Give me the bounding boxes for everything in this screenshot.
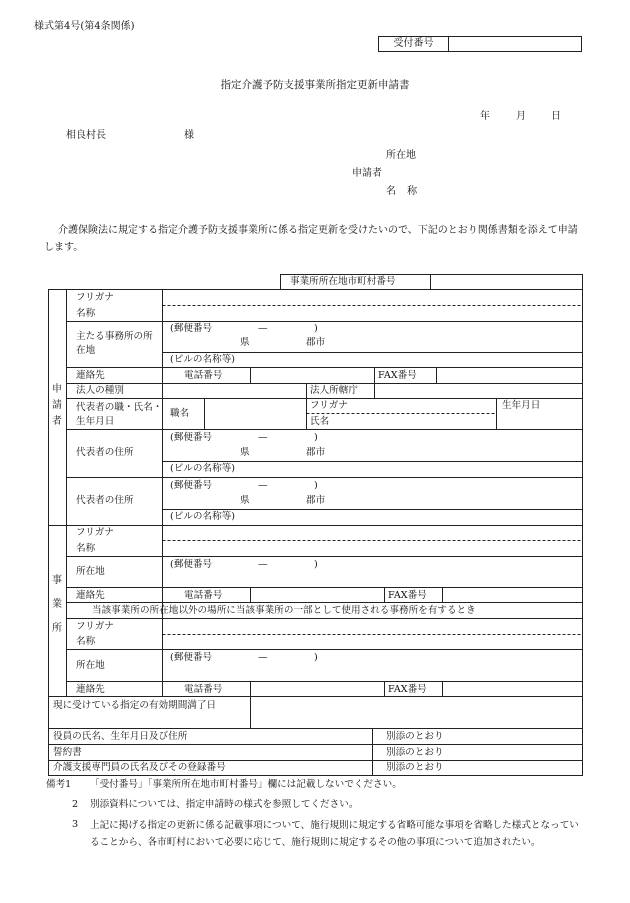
rep1-close: ) xyxy=(314,432,318,443)
pledge-value: 別添のとおり xyxy=(386,747,444,758)
document-title: 指定介護予防支援事業所指定更新申請書 xyxy=(220,79,410,91)
postal-dash: — xyxy=(258,323,268,334)
phone-label: 電話番号 xyxy=(184,370,223,381)
furigana-label: フリガナ xyxy=(76,292,114,303)
rep1-postal: (郵便番号 xyxy=(170,432,213,443)
sub-fax-label: FAX番号 xyxy=(388,684,427,695)
office-postal: (郵便番号 xyxy=(170,559,213,570)
intro-text: 介護保険法に規定する指定介護予防支援事業所に係る指定更新を受けたいので、下記のとおり関係書類を添えて申請します。 xyxy=(44,225,578,253)
note-3: 上記に掲げる指定の更新に係る記載事項について、施行規則に規定する省略可能な事項を省略した様式となっていることから、各市町村において必要に応じて、施行規則に規定するその他の事項について追加されたい。 xyxy=(90,820,579,848)
rep-title-name-birth-label: 代表者の職・氏名・生年月日 xyxy=(76,402,163,427)
office-close: ) xyxy=(314,559,318,570)
rep1-prefecture: 県 xyxy=(240,447,250,458)
sub-location-label: 所在地 xyxy=(76,660,105,671)
rep2-prefecture: 県 xyxy=(240,495,250,506)
applicant-side-char-1: 申 xyxy=(52,384,62,395)
sub-furigana-label: フリガナ xyxy=(76,621,114,632)
addressee-honorific: 様 xyxy=(184,130,194,141)
name-label: 名称 xyxy=(76,308,96,319)
sub-contact-label: 連絡先 xyxy=(76,684,105,695)
municipal-number-label: 事業所所在地市町村番号 xyxy=(290,276,396,287)
validity-expiry-label: 現に受けている指定の有効期間満了日 xyxy=(53,700,217,711)
other-office-note: 当該事業所の所在地以外の場所に当該事業所の一部として使用される事務所を有するとき xyxy=(92,605,476,616)
sub-postal: (郵便番号 xyxy=(170,652,213,663)
office-side-char-3: 所 xyxy=(52,623,62,634)
rep-name-label: 氏名 xyxy=(310,416,330,427)
applicant-name-label: 名 称 xyxy=(386,186,422,197)
rep-furigana-label: フリガナ xyxy=(310,400,348,411)
note-2-number: 2 xyxy=(72,799,79,810)
addressee-name: 相良村長 xyxy=(66,130,106,141)
contact-label: 連絡先 xyxy=(76,370,105,381)
rep1-county-city: 郡市 xyxy=(306,447,326,458)
form-number: 様式第4号(第4条関係) xyxy=(34,21,135,32)
office-location-label: 所在地 xyxy=(76,566,105,577)
office-dash: — xyxy=(258,559,268,570)
officers-value: 別添のとおり xyxy=(386,731,444,742)
postal-close: ) xyxy=(314,323,318,334)
rep2-close: ) xyxy=(314,480,318,491)
county-city-label: 郡市 xyxy=(306,337,326,348)
rep1-dash: — xyxy=(258,432,268,443)
date-year: 年 xyxy=(480,111,490,122)
note-1: 「受付番号」「事業所所在地市町村番号」欄には記載しないでください。 xyxy=(90,779,402,790)
birth-date-label: 生年月日 xyxy=(502,400,541,411)
pledge-label: 誓約書 xyxy=(53,747,82,758)
notes-heading: 備考1 xyxy=(46,779,72,790)
receipt-number-label: 受付番号 xyxy=(379,37,449,51)
rep2-county-city: 郡市 xyxy=(306,495,326,506)
position-label: 職名 xyxy=(170,408,190,419)
note-2: 別添資料については、指定申請時の様式を参照してください。 xyxy=(90,799,359,810)
rep1-building: (ビルの名称等) xyxy=(170,463,236,474)
office-side-char-1: 事 xyxy=(52,575,62,586)
office-contact-label: 連絡先 xyxy=(76,590,105,601)
postal-label: (郵便番号 xyxy=(170,323,213,334)
prefecture-label: 県 xyxy=(240,337,250,348)
office-side-char-2: 業 xyxy=(52,599,62,610)
date-day: 日 xyxy=(551,111,561,122)
corp-authority-label: 法人所轄庁 xyxy=(310,385,358,396)
fax-label: FAX番号 xyxy=(378,370,417,381)
applicant-side-char-3: 者 xyxy=(52,416,62,427)
office-name-label: 名称 xyxy=(76,543,96,554)
office-phone-label: 電話番号 xyxy=(184,590,223,601)
sub-close: ) xyxy=(314,652,318,663)
applicant-location-label: 所在地 xyxy=(386,150,416,161)
main-office-address-label: 主たる事務所の所在地 xyxy=(76,331,153,356)
officers-label: 役員の氏名、生年月日及び住所 xyxy=(53,731,188,742)
care-managers-label: 介護支援専門員の氏名及びその登録番号 xyxy=(53,762,226,773)
rep2-postal: (郵便番号 xyxy=(170,480,213,491)
corp-type-label: 法人の種別 xyxy=(76,385,124,396)
rep-address-label-1: 代表者の住所 xyxy=(76,447,134,458)
building-label: (ビルの名称等) xyxy=(170,354,236,365)
rep-address-label-2: 代表者の住所 xyxy=(76,495,134,506)
rep2-dash: — xyxy=(258,480,268,491)
sub-phone-label: 電話番号 xyxy=(184,684,223,695)
note-3-number: 3 xyxy=(72,819,79,830)
care-managers-value: 別添のとおり xyxy=(386,762,444,773)
sub-name-label: 名称 xyxy=(76,636,96,647)
applicant-label: 申請者 xyxy=(352,168,382,179)
sub-dash: — xyxy=(258,652,268,663)
date-month: 月 xyxy=(516,111,526,122)
applicant-side-char-2: 請 xyxy=(52,400,62,411)
office-fax-label: FAX番号 xyxy=(388,590,427,601)
office-furigana-label: フリガナ xyxy=(76,527,114,538)
rep2-building: (ビルの名称等) xyxy=(170,511,236,522)
